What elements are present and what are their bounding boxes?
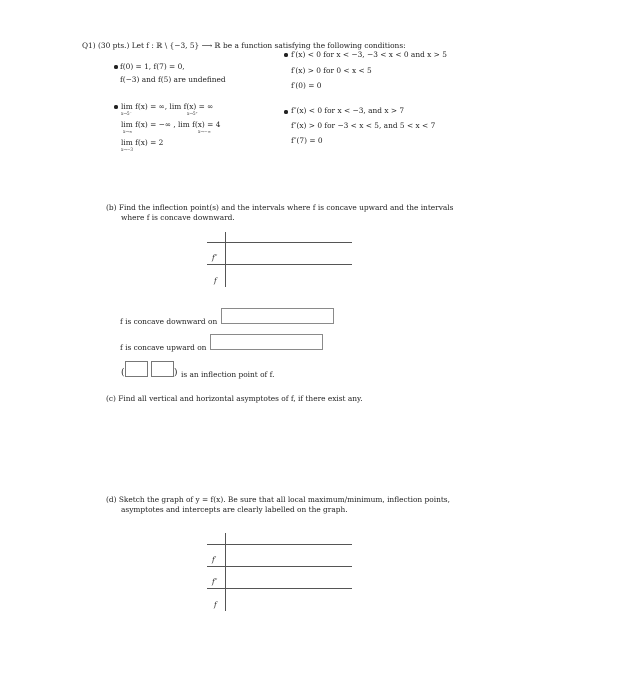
first-derivative-zero: f′(0) = 0 (291, 81, 322, 90)
function-label: f (214, 600, 217, 609)
second-derivative-label: f″ (212, 577, 218, 586)
limit-sub: x→−3 (121, 147, 134, 152)
bullet (114, 65, 118, 69)
concave-down-label: f is concave downward on (120, 317, 218, 326)
inflection-open-paren: ( (121, 368, 125, 378)
limit-row-2: lim f(x) = −∞ , lim f(x) = 4 (121, 120, 221, 129)
second-derivative-negative: f″(x) < 0 for x < −3, and x > 7 (291, 106, 405, 115)
sign-table-row-line (207, 264, 352, 265)
second-derivative-label: f″ (212, 253, 218, 262)
limit-row-1: lim f(x) = ∞, lim f(x) = ∞ (121, 102, 214, 111)
first-derivative-label: f′ (212, 555, 217, 564)
limit-sub: x→∞ (123, 129, 133, 134)
limit-sub: x→5⁺ (187, 111, 198, 116)
sign-table-row-line (207, 242, 352, 243)
part-b-text: where f is concave downward. (121, 213, 235, 222)
part-b-text: (b) Find the inflection point(s) and the intervals where f is concave upward and the intervals (106, 203, 454, 212)
sign-table-row-line (207, 566, 352, 567)
condition-undefined: f(−3) and f(5) are undefined (120, 75, 226, 84)
part-d-text: (d) Sketch the graph of y = f(x). Be sure that all local maximum/minimum, inflection points, (106, 495, 450, 504)
limit-row-3: lim f(x) = 2 (121, 138, 164, 147)
function-label: f (214, 276, 217, 285)
bullet (284, 110, 288, 114)
bullet (284, 53, 288, 57)
concave-up-input[interactable] (210, 334, 323, 350)
limit-sub: x→5⁻ (121, 111, 132, 116)
sign-table-divider (225, 232, 226, 287)
question-header: Q1) (30 pts.) Let f : ℝ \ {−3, 5} ⟶ ℝ be a function satisfying the following conditions: (82, 41, 406, 50)
inflection-text: is an inflection point of f. (181, 370, 275, 379)
inflection-x-input[interactable] (125, 361, 148, 377)
second-derivative-zero: f″(7) = 0 (291, 136, 323, 145)
first-derivative-positive: f′(x) > 0 for 0 < x < 5 (291, 66, 372, 75)
sign-table-row-line (207, 544, 352, 545)
second-derivative-positive: f″(x) > 0 for −3 < x < 5, and 5 < x < 7 (291, 121, 436, 130)
sign-table-row-line (207, 588, 352, 589)
inflection-y-input[interactable] (151, 361, 174, 377)
condition-values: f(0) = 1, f(7) = 0, (120, 62, 185, 71)
concave-up-label: f is concave upward on (120, 343, 207, 352)
part-d-text: asymptotes and intercepts are clearly labelled on the graph. (121, 505, 348, 514)
first-derivative-negative: f′(x) < 0 for x < −3, −3 < x < 0 and x > 5 (291, 50, 447, 59)
inflection-close-paren: ) (174, 368, 178, 378)
concave-down-input[interactable] (221, 308, 334, 324)
part-c-text: (c) Find all vertical and horizontal asymptotes of f, if there exist any. (106, 394, 363, 403)
bullet (114, 105, 118, 109)
limit-sub: x→−∞ (198, 129, 211, 134)
